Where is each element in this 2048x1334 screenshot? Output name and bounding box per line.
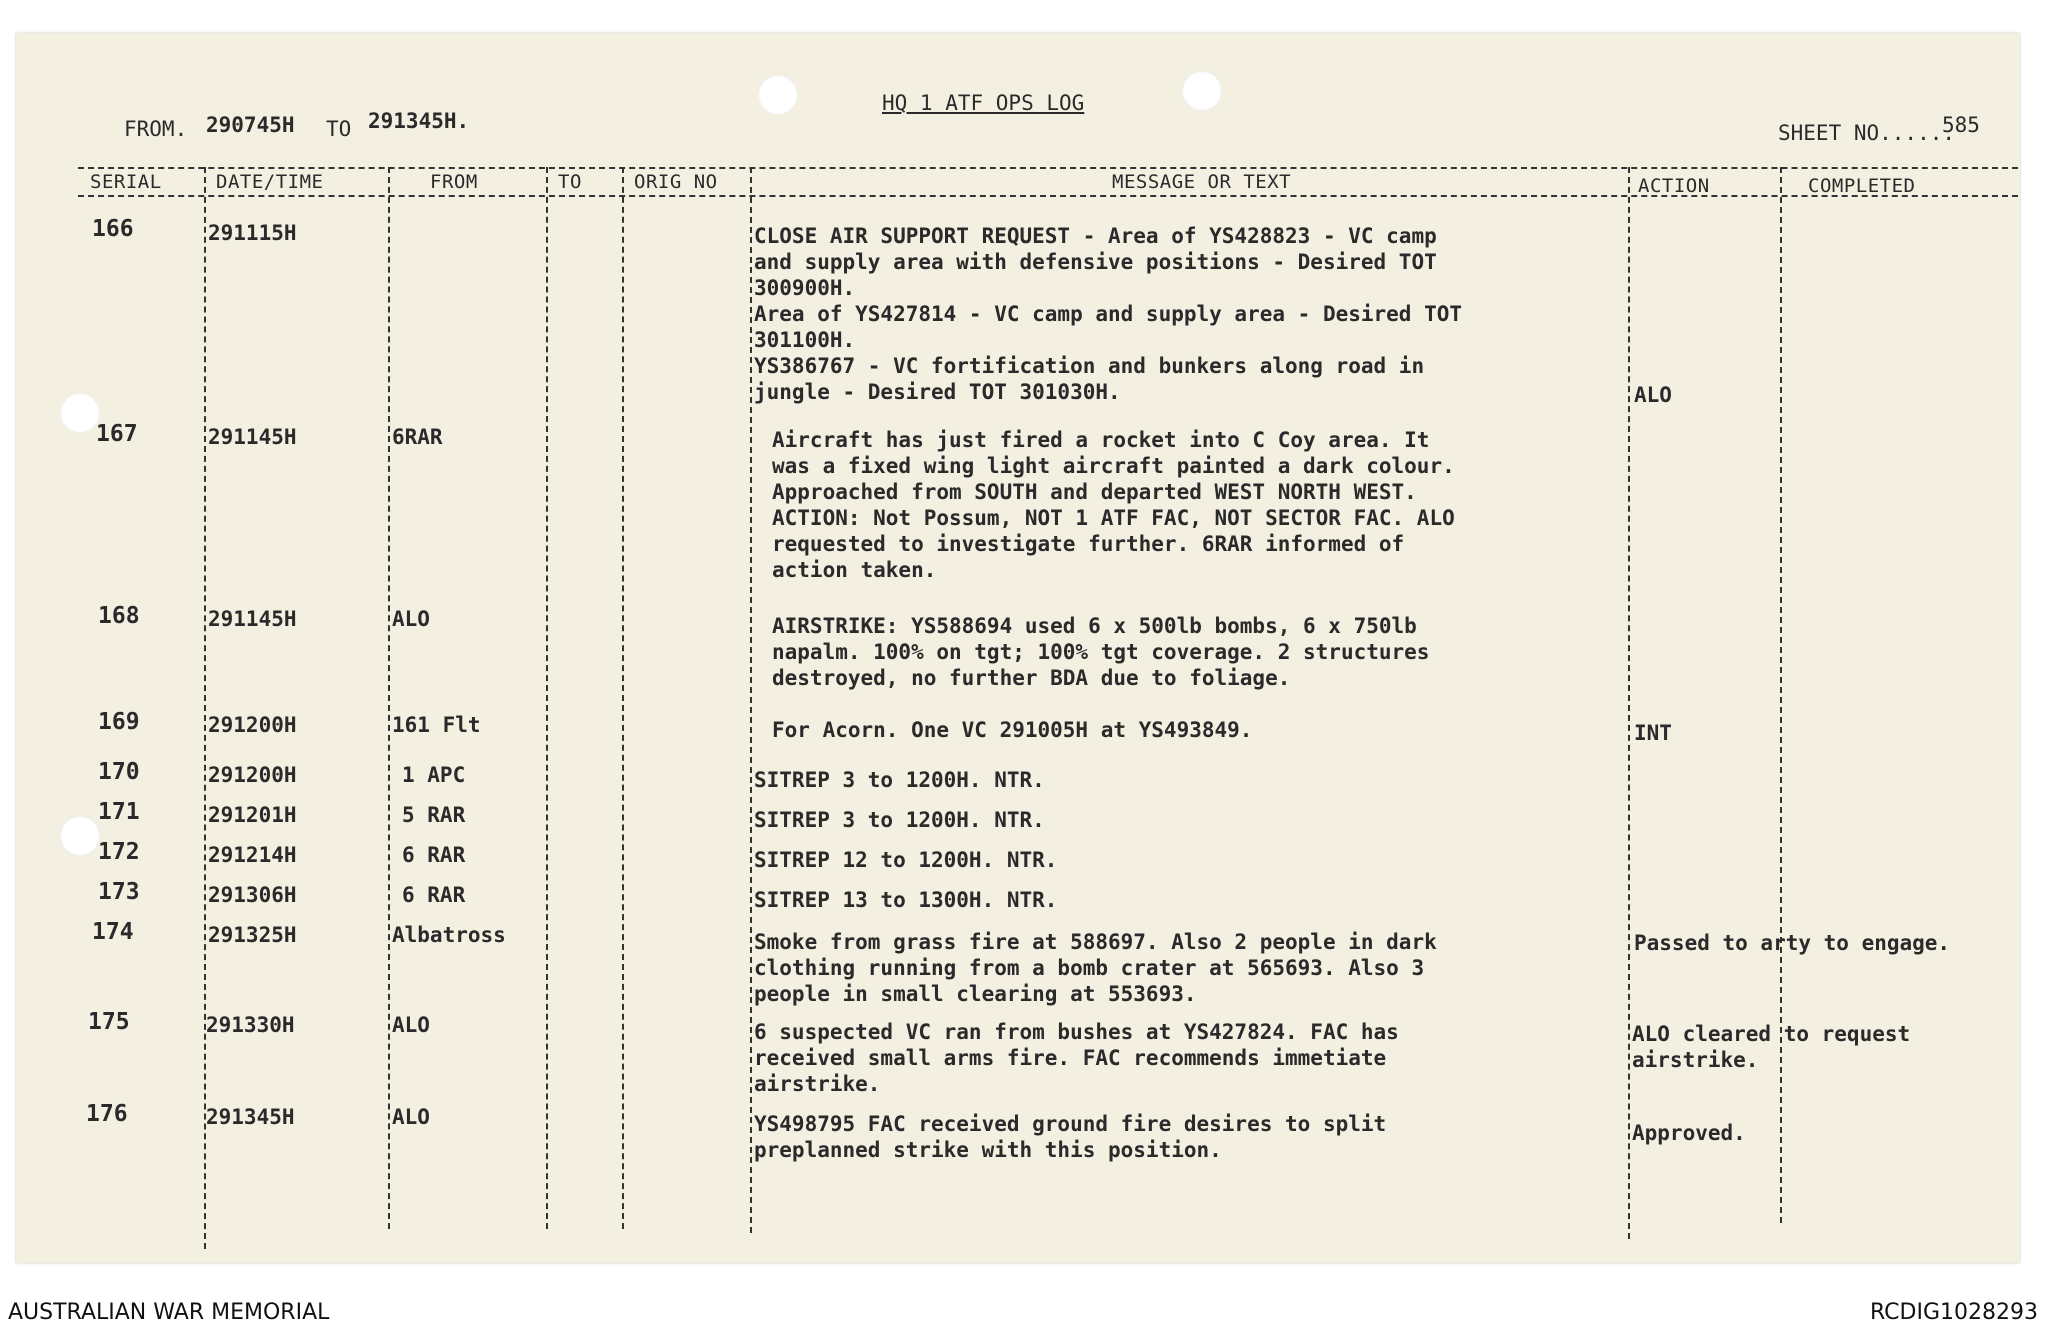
row-serial: 171 — [98, 799, 140, 825]
message-line: 6 suspected VC ran from bushes at YS427824. FAC has — [754, 1020, 1399, 1044]
row-message — [754, 887, 1609, 913]
punch-hole — [60, 393, 100, 433]
row-action: Passed to arty to engage. — [1634, 931, 1951, 955]
message-line: requested to investigate further. 6RAR informed of — [772, 532, 1405, 556]
column-header-action: ACTION — [1638, 175, 1710, 197]
row-from: 6RAR — [392, 425, 443, 449]
row-datetime: 291330H — [206, 1013, 295, 1037]
message-line: was a fixed wing light aircraft painted a dark colour. — [772, 454, 1455, 478]
action-line: ALO cleared to request — [1632, 1022, 1911, 1046]
to-label: TO — [326, 117, 352, 141]
row-serial: 169 — [98, 709, 140, 735]
message-line: Area of YS427814 - VC camp and supply area - Desired TOT — [754, 302, 1463, 326]
from-label: FROM. — [124, 117, 188, 141]
message-line: action taken. — [772, 558, 937, 582]
message-line: SITREP 3 to 1200H. NTR. — [754, 768, 1045, 792]
message-line: jungle - Desired TOT 301030H. — [754, 380, 1121, 404]
row-action: Approved. — [1632, 1121, 1746, 1145]
column-header-completed: COMPLETED — [1808, 175, 1916, 197]
to-value: 291345H. — [368, 109, 470, 133]
from-value: 290745H — [206, 113, 295, 137]
row-action — [1632, 1021, 2012, 1073]
message-line: For Acorn. One VC 291005H at YS493849. — [772, 718, 1253, 742]
punch-hole — [758, 75, 798, 115]
row-datetime: 291201H — [208, 803, 297, 827]
row-datetime: 291115H — [208, 221, 297, 245]
row-serial: 175 — [88, 1009, 130, 1035]
column-divider — [546, 167, 548, 1229]
punch-hole — [60, 816, 100, 856]
row-datetime: 291325H — [208, 923, 297, 947]
row-serial: 176 — [86, 1101, 128, 1127]
row-from: Albatross — [392, 923, 506, 947]
row-message — [754, 1019, 1609, 1097]
message-line: SITREP 12 to 1200H. NTR. — [754, 848, 1058, 872]
message-line: preplanned strike with this position. — [754, 1138, 1222, 1162]
sheet-number-label: SHEET NO...... — [1778, 121, 1956, 145]
column-header-orig-no: ORIG NO — [634, 171, 718, 193]
row-from: 161 Flt — [392, 713, 481, 737]
row-message — [754, 807, 1609, 833]
message-line: YS386767 - VC fortification and bunkers along road in — [754, 354, 1425, 378]
punch-hole — [1182, 71, 1222, 111]
row-message — [754, 847, 1609, 873]
message-line: SITREP 13 to 1300H. NTR. — [754, 888, 1058, 912]
message-line: destroyed, no further BDA due to foliage. — [772, 666, 1291, 690]
column-divider — [388, 167, 390, 1229]
message-line: YS498795 FAC received ground fire desires to split — [754, 1112, 1387, 1136]
action-line: airstrike. — [1632, 1048, 1759, 1072]
column-header-message: MESSAGE OR TEXT — [1112, 171, 1292, 193]
row-message — [772, 427, 1627, 583]
row-datetime: 291214H — [208, 843, 297, 867]
column-header-to: TO — [558, 171, 582, 193]
sheet-number-value: 585 — [1942, 113, 1980, 137]
row-from: 6 RAR — [402, 883, 466, 907]
row-message — [754, 767, 1609, 793]
row-serial: 166 — [92, 216, 134, 242]
column-divider — [1628, 167, 1630, 1239]
column-divider — [204, 167, 206, 1249]
row-action: INT — [1634, 721, 1672, 745]
column-divider — [622, 167, 624, 1229]
row-message — [772, 717, 1627, 743]
footer-record-id: RCDIG1028293 — [1869, 1300, 2038, 1325]
row-serial: 167 — [96, 421, 138, 447]
row-message — [754, 929, 1609, 1007]
message-line: Smoke from grass fire at 588697. Also 2 people in dark — [754, 930, 1437, 954]
row-from: 1 APC — [402, 763, 466, 787]
row-serial: 172 — [98, 839, 140, 865]
message-line: Aircraft has just fired a rocket into C Coy area. It — [772, 428, 1430, 452]
row-from: ALO — [392, 1013, 430, 1037]
column-header-datetime: DATE/TIME — [216, 171, 324, 193]
column-header-serial: SERIAL — [90, 171, 162, 193]
column-header-from: FROM — [430, 171, 478, 193]
row-from: ALO — [392, 607, 430, 631]
row-from: 6 RAR — [402, 843, 466, 867]
row-datetime: 291145H — [208, 607, 297, 631]
row-message — [754, 1111, 1609, 1163]
message-line: SITREP 3 to 1200H. NTR. — [754, 808, 1045, 832]
message-line: received small arms fire. FAC recommends immetiate — [754, 1046, 1387, 1070]
message-line: CLOSE AIR SUPPORT REQUEST - Area of YS428823 - VC camp — [754, 224, 1437, 248]
footer-archive-name: AUSTRALIAN WAR MEMORIAL — [8, 1300, 330, 1325]
row-datetime: 291145H — [208, 425, 297, 449]
log-title: HQ 1 ATF OPS LOG — [882, 91, 1085, 115]
message-line: people in small clearing at 553693. — [754, 982, 1197, 1006]
row-datetime: 291200H — [208, 763, 297, 787]
row-serial: 174 — [92, 919, 134, 945]
row-datetime: 291200H — [208, 713, 297, 737]
row-datetime: 291306H — [208, 883, 297, 907]
header-rule-bottom — [78, 195, 2018, 197]
row-serial: 173 — [98, 879, 140, 905]
row-message — [754, 223, 1609, 405]
message-line: AIRSTRIKE: YS588694 used 6 x 500lb bombs, 6 x 750lb — [772, 614, 1417, 638]
message-line: 301100H. — [754, 328, 856, 352]
row-serial: 168 — [98, 603, 140, 629]
message-line: airstrike. — [754, 1072, 881, 1096]
message-line: 300900H. — [754, 276, 856, 300]
message-line: clothing running from a bomb crater at 565693. Also 3 — [754, 956, 1425, 980]
message-line: ACTION: Not Possum, NOT 1 ATF FAC, NOT SECTOR FAC. ALO — [772, 506, 1455, 530]
row-from: 5 RAR — [402, 803, 466, 827]
row-message — [772, 613, 1627, 691]
row-datetime: 291345H — [206, 1105, 295, 1129]
message-line: Approached from SOUTH and departed WEST NORTH WEST. — [772, 480, 1417, 504]
ops-log-sheet — [16, 33, 2020, 1263]
message-line: and supply area with defensive positions - Desired TOT — [754, 250, 1437, 274]
message-line: napalm. 100% on tgt; 100% tgt coverage. 2 structures — [772, 640, 1430, 664]
row-action: ALO — [1634, 383, 1672, 407]
header-rule-top — [78, 167, 2018, 169]
row-serial: 170 — [98, 759, 140, 785]
column-divider — [750, 167, 752, 1233]
row-from: ALO — [392, 1105, 430, 1129]
